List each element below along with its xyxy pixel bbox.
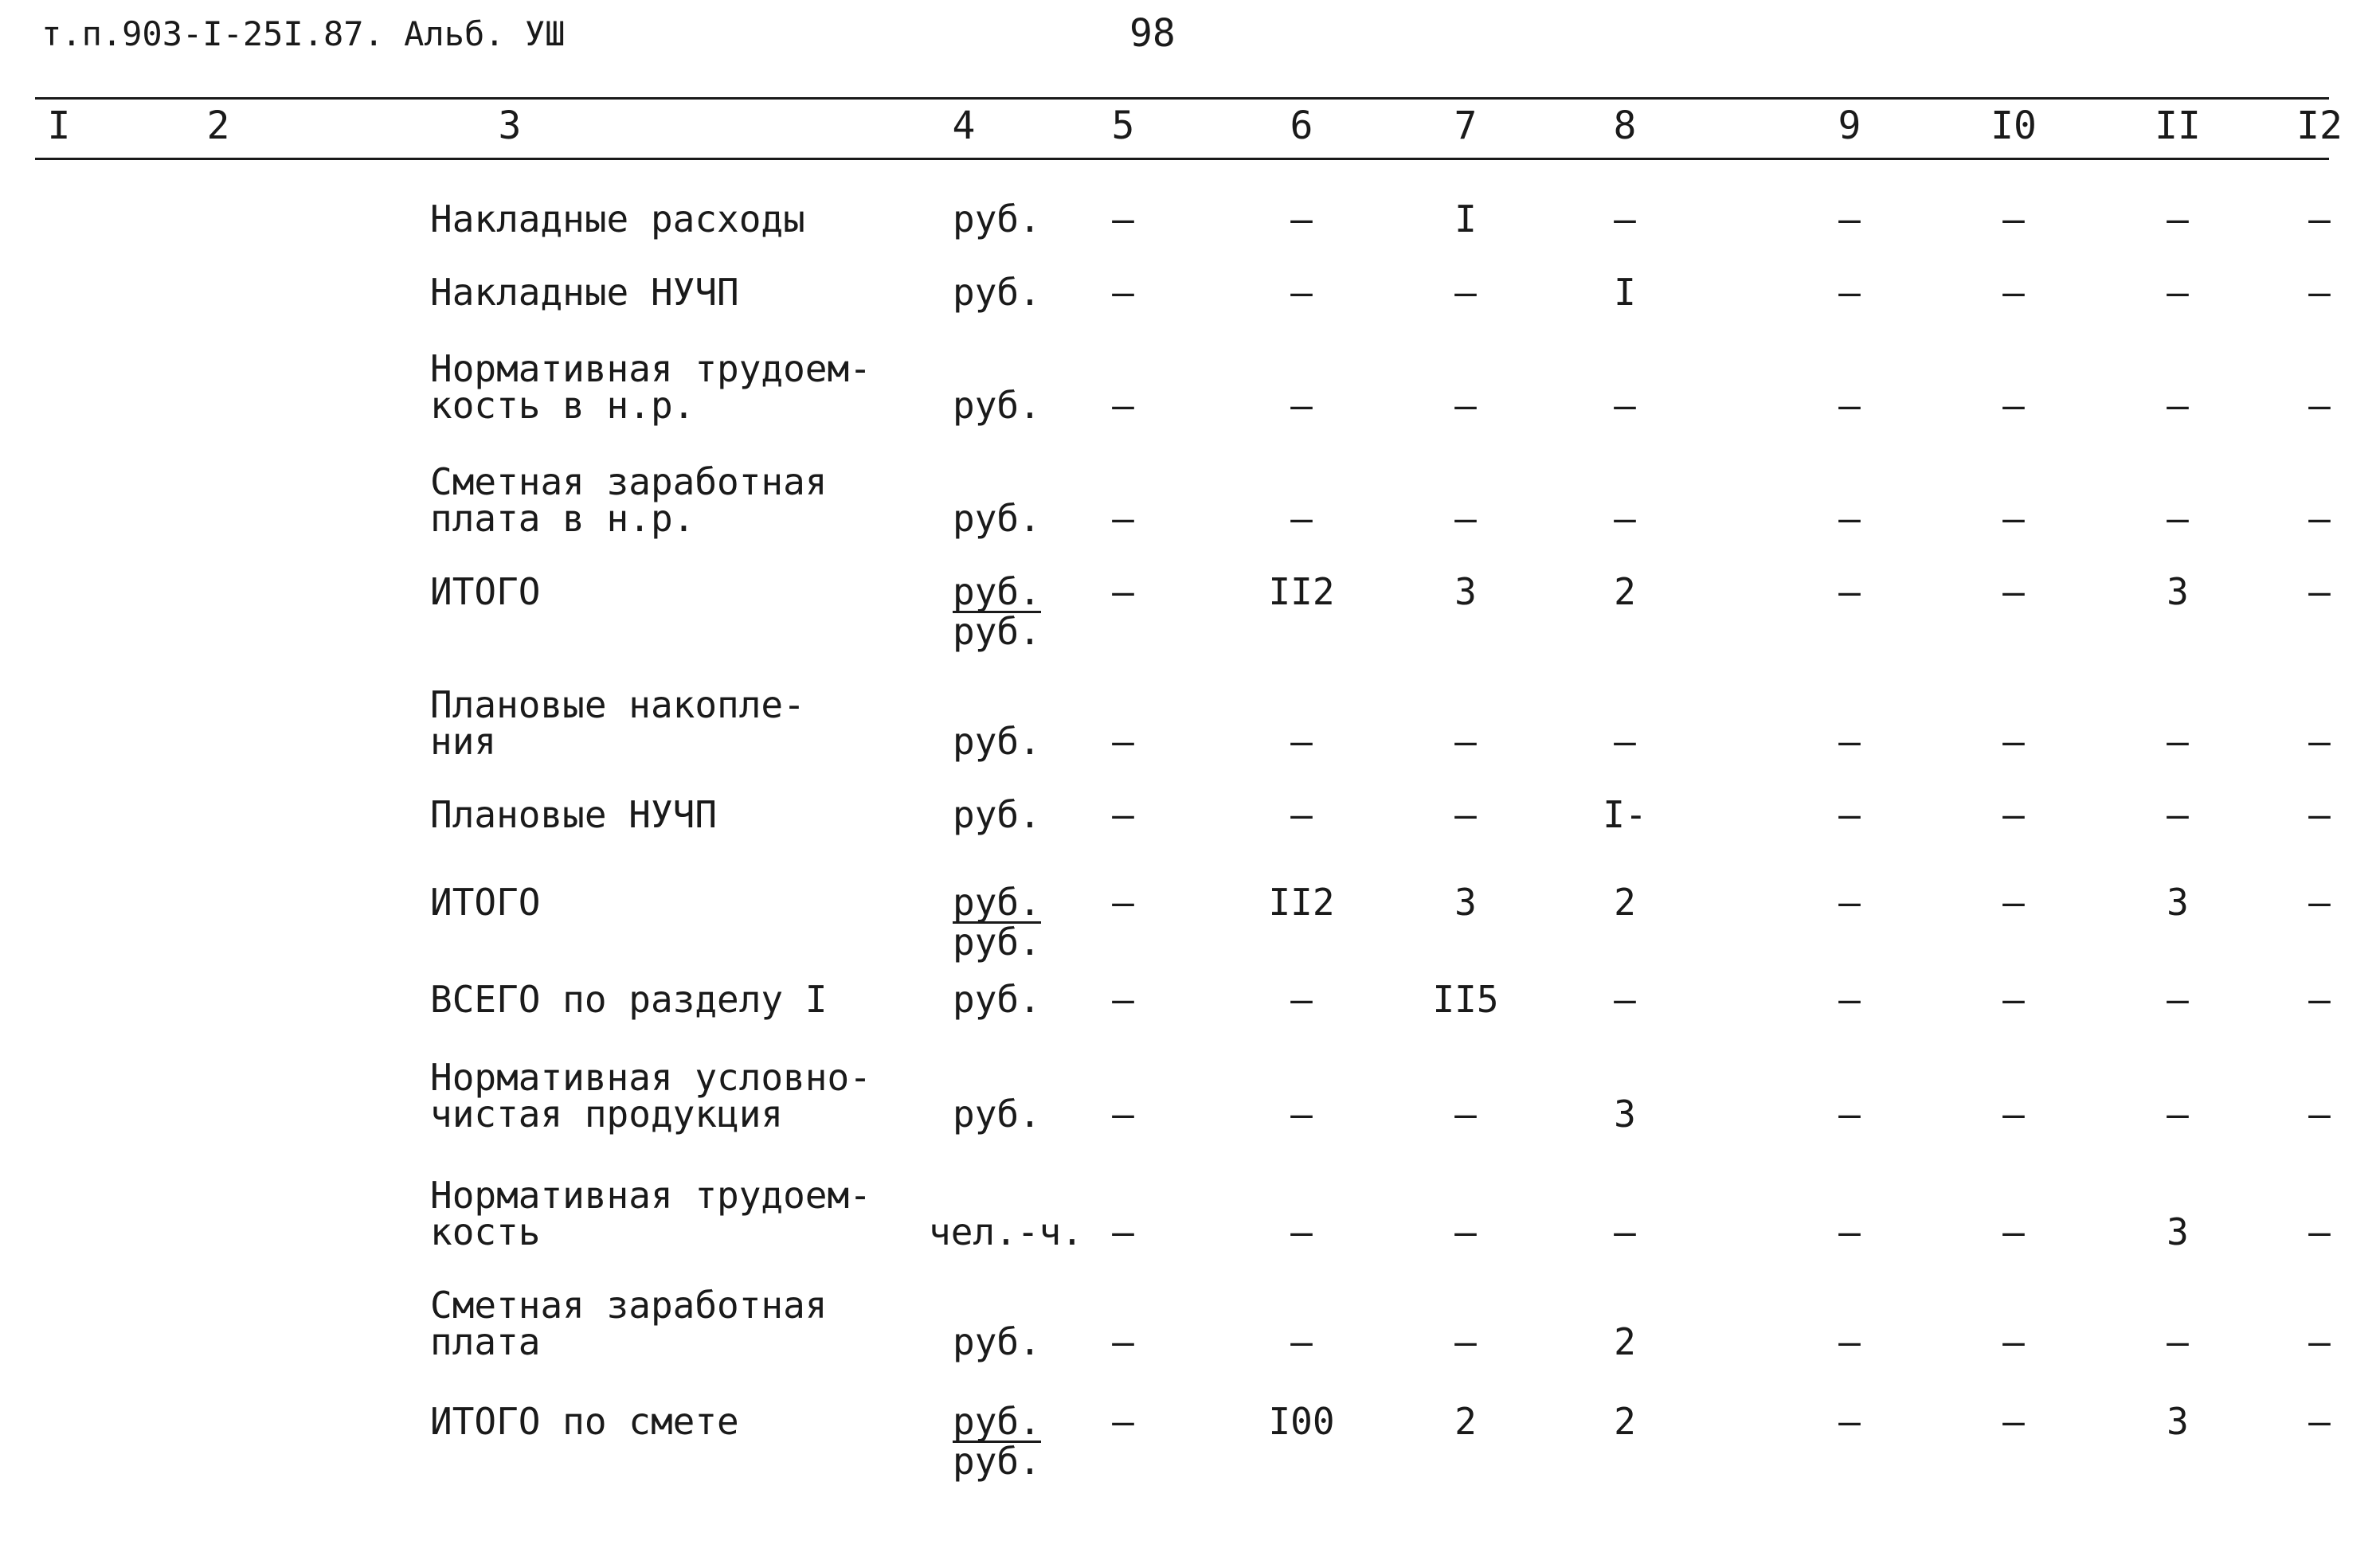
value-cell: – — [1112, 881, 1134, 924]
unit-cell: руб. — [953, 1093, 1041, 1136]
value-cell: – — [1838, 720, 1861, 763]
value-cell: 3 — [2167, 570, 2189, 613]
unit-cell: руб. — [953, 1320, 1041, 1363]
value-cell: – — [2308, 1320, 2331, 1363]
value-cell: – — [2308, 570, 2331, 613]
value-cell: II2 — [1268, 881, 1335, 924]
value-cell: – — [2002, 881, 2025, 924]
value-cell: – — [1838, 1320, 1861, 1363]
value-cell: – — [1112, 720, 1134, 763]
unit-denominator: руб. — [953, 1440, 1041, 1483]
table-row — [0, 793, 2380, 884]
value-cell: – — [1112, 1093, 1134, 1136]
column-header: 8 — [1613, 104, 1637, 148]
value-cell: – — [1838, 384, 1861, 427]
value-cell: – — [1838, 1210, 1861, 1253]
row-label-line: кость в н.р. — [430, 384, 695, 427]
unit-cell: руб. — [953, 271, 1041, 314]
row-label — [430, 1400, 739, 1443]
column-header: 9 — [1838, 104, 1861, 148]
unit-numerator: руб. — [953, 881, 1041, 924]
table-row — [0, 460, 2380, 551]
table-row — [0, 1400, 2380, 1491]
value-cell: 3 — [1614, 1093, 1636, 1136]
column-header: 5 — [1111, 104, 1135, 148]
row-label-line: Нормативная трудоем- — [430, 347, 871, 390]
unit-cell: чел.-ч. — [929, 1210, 1083, 1253]
value-cell: – — [1454, 1210, 1477, 1253]
value-cell: – — [1454, 793, 1477, 836]
value-cell: – — [2167, 793, 2189, 836]
row-label-line: Нормативная трудоем- — [430, 1174, 871, 1217]
table-row — [0, 1284, 2380, 1374]
value-cell: – — [1838, 881, 1861, 924]
value-cell: – — [2002, 197, 2025, 240]
value-cell: 3 — [2167, 1210, 2189, 1253]
row-label-line: ИТОГО — [430, 881, 541, 924]
column-header: I0 — [1991, 104, 2037, 148]
value-cell: – — [2308, 881, 2331, 924]
value-cell: I- — [1603, 793, 1647, 836]
row-label — [430, 1174, 871, 1253]
value-cell: – — [1112, 978, 1134, 1021]
value-cell: – — [1614, 197, 1636, 240]
value-cell: – — [2002, 384, 2025, 427]
value-cell: – — [1454, 271, 1477, 314]
row-label-line: ИТОГО по смете — [430, 1400, 739, 1443]
value-cell: – — [1112, 497, 1134, 540]
unit-cell — [953, 570, 1041, 653]
value-cell: – — [2308, 978, 2331, 1021]
value-cell: – — [1290, 720, 1313, 763]
value-cell: – — [1290, 1093, 1313, 1136]
value-cell: – — [1112, 1210, 1134, 1253]
value-cell: – — [1290, 384, 1313, 427]
value-cell: – — [1614, 384, 1636, 427]
value-cell: – — [2002, 720, 2025, 763]
value-cell: – — [2167, 271, 2189, 314]
unit-cell — [953, 881, 1041, 964]
value-cell: – — [1112, 197, 1134, 240]
value-cell: – — [1614, 497, 1636, 540]
value-cell: II2 — [1268, 570, 1335, 613]
table-row — [0, 683, 2380, 774]
value-cell: – — [1454, 720, 1477, 763]
unit-denominator: руб. — [953, 921, 1041, 964]
value-cell: – — [2002, 1400, 2025, 1443]
value-cell: – — [1112, 271, 1134, 314]
unit-numerator: руб. — [953, 1400, 1041, 1443]
table-row — [0, 271, 2380, 362]
row-label-line: плата — [430, 1320, 541, 1363]
row-label — [430, 1284, 828, 1363]
row-label-line: Накладные НУЧП — [430, 271, 739, 314]
value-cell: I — [1614, 271, 1636, 314]
value-cell: – — [1454, 1093, 1477, 1136]
row-label — [430, 683, 805, 763]
row-label-line: Нормативная условно- — [430, 1056, 871, 1099]
unit-denominator: руб. — [953, 610, 1041, 653]
unit-cell: руб. — [953, 384, 1041, 427]
document-reference: т.п.903-I-25I.87. Альб. УШ — [41, 14, 566, 53]
table-row — [0, 1174, 2380, 1265]
row-label-line: Плановые накопле- — [430, 683, 805, 726]
value-cell: – — [1838, 570, 1861, 613]
column-header: 7 — [1454, 104, 1478, 148]
row-label-line: ВСЕГО по разделу I — [430, 978, 828, 1021]
value-cell: – — [2002, 1093, 2025, 1136]
value-cell: – — [2308, 1210, 2331, 1253]
value-cell: 3 — [1454, 570, 1477, 613]
row-label — [430, 1056, 871, 1136]
value-cell: – — [2167, 1320, 2189, 1363]
row-label-line: плата в н.р. — [430, 497, 695, 540]
value-cell: – — [2167, 384, 2189, 427]
row-label-line: Сметная заработная — [430, 1284, 828, 1327]
column-header: 3 — [498, 104, 522, 148]
row-label-line: чистая продукция — [430, 1093, 784, 1136]
value-cell: – — [2002, 497, 2025, 540]
value-cell: – — [1290, 978, 1313, 1021]
row-label-line: ИТОГО — [430, 570, 541, 613]
value-cell: – — [1454, 1320, 1477, 1363]
page-number: 98 — [1129, 11, 1176, 56]
column-header: 6 — [1290, 104, 1313, 148]
value-cell: – — [1838, 197, 1861, 240]
row-label-line: ния — [430, 720, 497, 763]
column-header: II — [2155, 104, 2201, 148]
value-cell: I00 — [1268, 1400, 1335, 1443]
table-row — [0, 978, 2380, 1069]
value-cell: – — [2002, 570, 2025, 613]
value-cell: – — [2002, 793, 2025, 836]
value-cell: 2 — [1454, 1400, 1477, 1443]
value-cell: – — [2308, 497, 2331, 540]
value-cell: – — [1112, 570, 1134, 613]
value-cell: – — [1112, 384, 1134, 427]
value-cell: – — [1614, 720, 1636, 763]
row-label — [430, 570, 541, 613]
row-label — [430, 881, 541, 924]
value-cell: – — [2308, 271, 2331, 314]
value-cell: – — [1838, 1400, 1861, 1443]
value-cell: – — [1614, 1210, 1636, 1253]
value-cell: – — [2167, 497, 2189, 540]
value-cell: – — [2167, 197, 2189, 240]
value-cell: – — [1290, 793, 1313, 836]
value-cell: – — [1614, 978, 1636, 1021]
value-cell: 3 — [2167, 1400, 2189, 1443]
table-row — [0, 1056, 2380, 1147]
value-cell: – — [2167, 978, 2189, 1021]
row-label-line: Плановые НУЧП — [430, 793, 718, 836]
column-header: I2 — [2296, 104, 2343, 148]
value-cell: – — [1454, 384, 1477, 427]
value-cell: II5 — [1432, 978, 1499, 1021]
row-label-line: кость — [430, 1210, 541, 1253]
value-cell: – — [2002, 1320, 2025, 1363]
unit-cell: руб. — [953, 497, 1041, 540]
value-cell: – — [1454, 497, 1477, 540]
value-cell: – — [1838, 271, 1861, 314]
value-cell: – — [1838, 1093, 1861, 1136]
table-row — [0, 347, 2380, 438]
value-cell: – — [2002, 1210, 2025, 1253]
row-label-line: Накладные расходы — [430, 197, 805, 240]
value-cell: – — [1838, 497, 1861, 540]
value-cell: – — [2308, 793, 2331, 836]
unit-cell: руб. — [953, 793, 1041, 836]
column-header: 4 — [952, 104, 976, 148]
row-label — [430, 347, 871, 427]
value-cell: – — [1290, 271, 1313, 314]
value-cell: I — [1454, 197, 1477, 240]
table-row — [0, 881, 2380, 971]
value-cell: – — [2308, 1400, 2331, 1443]
row-label-line: Сметная заработная — [430, 460, 828, 503]
value-cell: – — [2308, 384, 2331, 427]
value-cell: 2 — [1614, 1400, 1636, 1443]
value-cell: – — [1290, 197, 1313, 240]
value-cell: 2 — [1614, 881, 1636, 924]
value-cell: – — [1112, 1400, 1134, 1443]
column-header: 2 — [206, 104, 230, 148]
value-cell: – — [1112, 1320, 1134, 1363]
value-cell: 3 — [1454, 881, 1477, 924]
value-cell: – — [2167, 1093, 2189, 1136]
value-cell: – — [2167, 720, 2189, 763]
value-cell: – — [1290, 1210, 1313, 1253]
row-label — [430, 460, 828, 540]
column-header: I — [47, 104, 71, 148]
row-label — [430, 978, 828, 1021]
unit-cell: руб. — [953, 978, 1041, 1021]
row-label — [430, 271, 739, 314]
value-cell: – — [1290, 1320, 1313, 1363]
value-cell: – — [1290, 497, 1313, 540]
unit-cell: руб. — [953, 197, 1041, 240]
unit-cell — [953, 1400, 1041, 1483]
unit-numerator: руб. — [953, 570, 1041, 613]
value-cell: 3 — [2167, 881, 2189, 924]
table-row — [0, 570, 2380, 661]
value-cell: – — [2308, 720, 2331, 763]
row-label — [430, 197, 805, 240]
value-cell: – — [2308, 1093, 2331, 1136]
value-cell: – — [2002, 271, 2025, 314]
value-cell: – — [1838, 978, 1861, 1021]
value-cell: 2 — [1614, 1320, 1636, 1363]
value-cell: – — [2308, 197, 2331, 240]
value-cell: – — [1838, 793, 1861, 836]
value-cell: 2 — [1614, 570, 1636, 613]
unit-cell: руб. — [953, 720, 1041, 763]
row-label — [430, 793, 718, 836]
value-cell: – — [2002, 978, 2025, 1021]
value-cell: – — [1112, 793, 1134, 836]
